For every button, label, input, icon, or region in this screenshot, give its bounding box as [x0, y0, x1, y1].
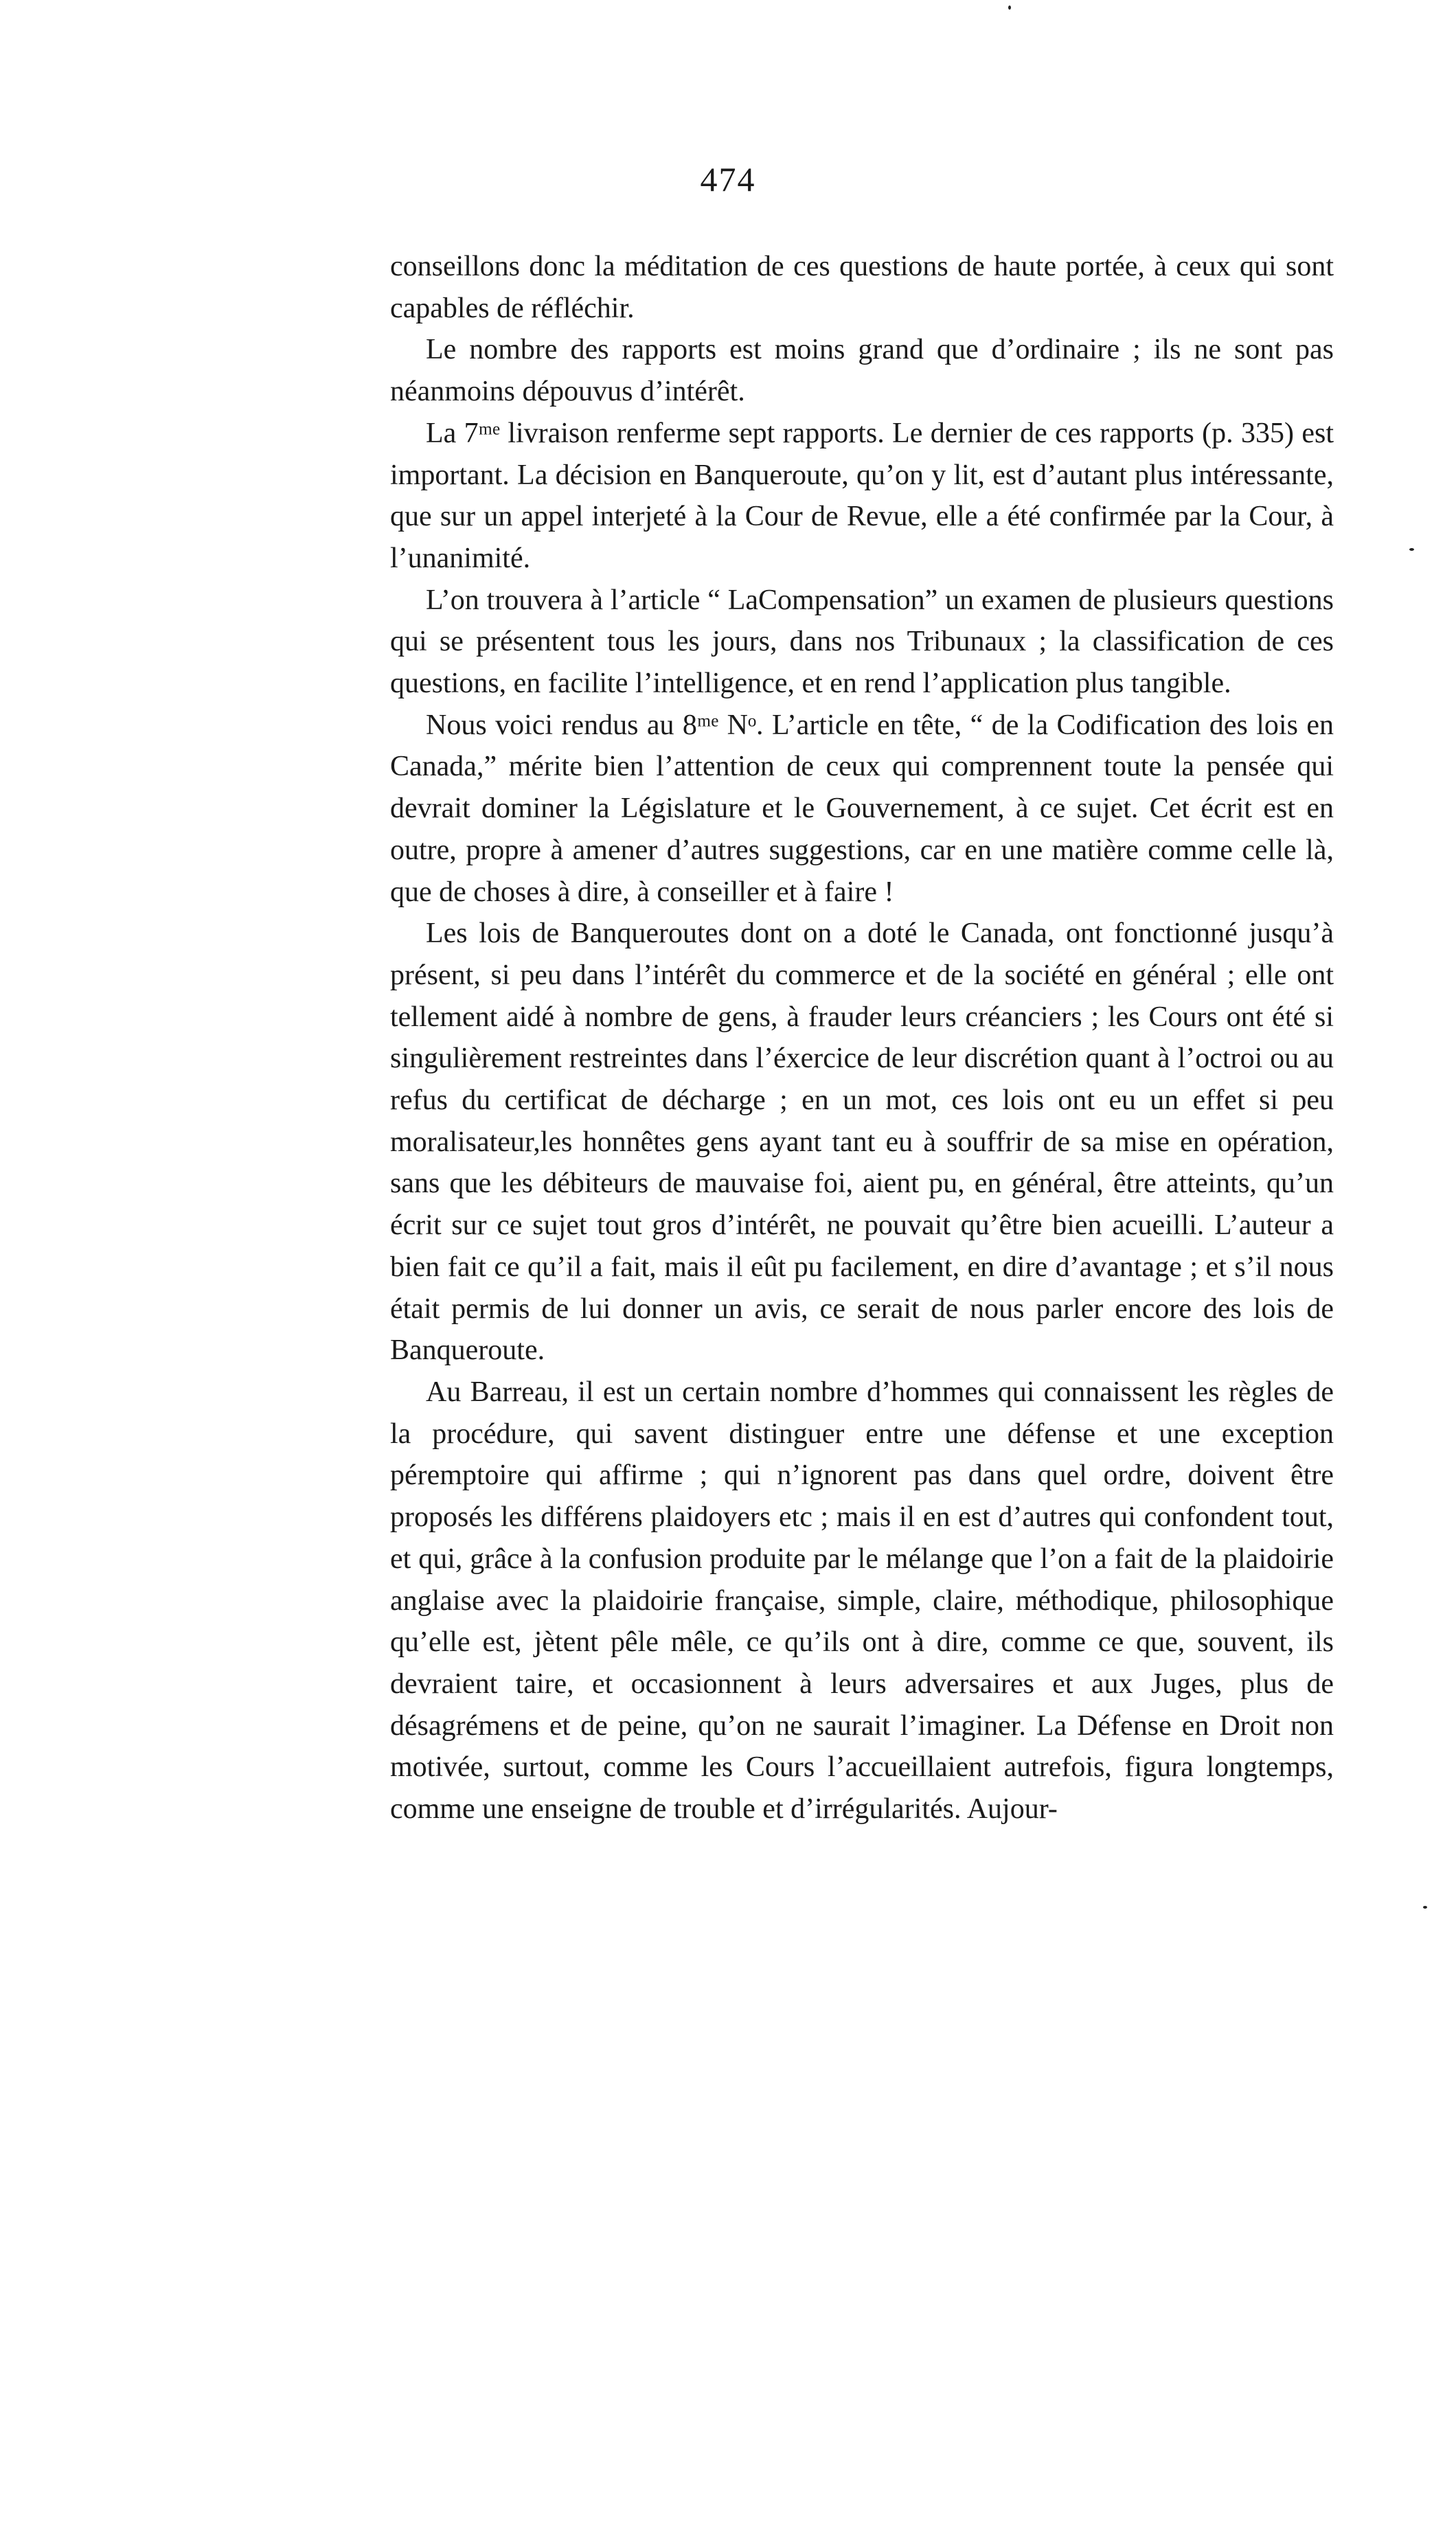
paragraph-1: conseillons donc la méditation de ces questions de haute portée, à ceux qui sont capables de réfléchir. — [390, 251, 1334, 324]
paragraph-3: La 7ᵐᵉ livraison renferme sept rapports. Le dernier de ces rapports (p. 335) est important. La décision en Banqueroute, qu’on y lit, est d’autant plus intéressante, que sur un appel interjeté à la Cour de Revue, elle a été confirmée par la Cour, à l’unanimité. — [390, 417, 1334, 574]
scan-speck — [1409, 548, 1414, 551]
page-body — [390, 246, 1334, 1830]
paragraph-4: L’on trouvera à l’article “ LaCompensation” un examen de plusieurs questions qui se présentent tous les jours, dans nos Tribunaux ; la classification de ces questions, en facilite l’intelligence, et en rend l’application plus tangible. — [390, 584, 1334, 700]
paragraph-7: Au Barreau, il est un certain nombre d’hommes qui connaissent les règles de la procédure, qui savent distinguer entre une défense et une exception péremptoire qui affirme ; qui n’ignorent pas dans quel ordre, doivent être proposés les différens plaidoyers etc ; mais il en est d’autres qui confondent tout, et qui, grâce à la confusion produite par le mélange que l’on a fait de la plaidoirie anglaise avec la plaidoirie française, simple, claire, méthodique, philosophique qu’elle est, jètent pêle mêle, ce qu’ils ont à dire, comme ce que, souvent, ils devraient taire, et occasionnent à leurs adversaires et aux Juges, plus de désagrémens et de peine, qu’on ne saurait l’imaginer. La Défense en Droit non motivée, surtout, comme les Cours l’accueillaient autrefois, figura longtemps, comme une enseigne de trouble et d’irrégularités. Aujour- — [390, 1376, 1334, 1826]
page-number: 474 — [700, 160, 756, 198]
scan-speck — [1008, 5, 1011, 10]
scan-speck — [1423, 1906, 1427, 1909]
paragraph-5: Nous voici rendus au 8ᵐᵉ Nᵒ. L’article en tête, “ de la Codification des lois en Canada,” mérite bien l’attention de ceux qui comprennent toute la pensée qui devrait dominer la Législature et le Gouvernement, à ce sujet. Cet écrit est en outre, propre à amener d’autres suggestions, car en une matière comme celle là, que de choses à dire, à conseiller et à faire ! — [390, 709, 1334, 908]
paragraph-2: Le nombre des rapports est moins grand que d’ordinaire ; ils ne sont pas néanmoins dépouvus d’intérêt. — [390, 334, 1334, 408]
paragraph-6: Les lois de Banqueroutes dont on a doté le Canada, ont fonctionné jusqu’à présent, si peu dans l’intérêt du commerce et de la société en général ; elle ont tellement aidé à nombre de gens, à frauder leurs créanciers ; les Cours ont été si singulièrement restreintes dans l’éxercice de leur discrétion quant à l’octroi ou au refus du certificat de décharge ; en un mot, ces lois ont eu un effet si peu moralisateur,les honnêtes gens ayant tant eu à souffrir de sa mise en opération, sans que les débiteurs de mauvaise foi, aient pu, en général, être atteints, qu’un écrit sur ce sujet tout gros d’intérêt, ne pouvait qu’être bien acueilli. L’auteur a bien fait ce qu’il a fait, mais il eût pu facilement, en dire d’avantage ; et s’il nous était permis de lui donner un avis, ce serait de nous parler encore des lois de Banqueroute. — [390, 918, 1334, 1367]
